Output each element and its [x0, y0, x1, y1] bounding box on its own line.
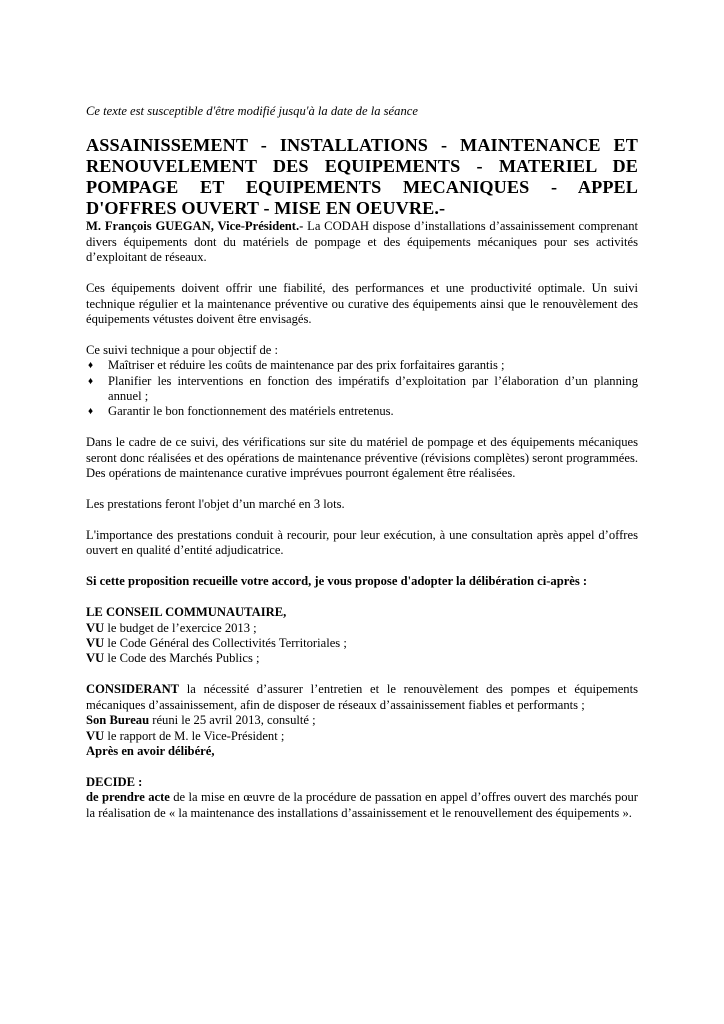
decision-heading-text: DECIDE : [86, 774, 143, 789]
list-item [86, 358, 638, 373]
council-block [86, 605, 638, 667]
modification-note: Ce texte est susceptible d'être modifié jusqu'à la date de la séance [86, 104, 418, 118]
vu-text: le budget de l’exercice 2013 ; [104, 620, 257, 635]
deliberated-line [86, 744, 638, 759]
lots-paragraph: Les prestations feront l'objet d’un marché en 3 lots. [86, 497, 345, 512]
vu-label: VU [86, 651, 105, 666]
framework-paragraph: Dans le cadre de ce suivi, des vérifications sur site du matériel de pompage et des équipements mécaniques seront donc réalisées et des opérations de maintenance préventive (révisions complètes) seront programmées. Des opérations de maintenance curative imprévues pourront également être réalisées. [86, 435, 638, 481]
speaker-name: M. François GUEGAN, Vice-Président.- [86, 219, 304, 234]
diamond-bullet-icon: ♦ [88, 406, 94, 418]
objectives-intro: Ce suivi technique a pour objectif de : [86, 342, 278, 357]
document-title: ASSAINISSEMENT - INSTALLATIONS - MAINTENANCE ET RENOUVELEMENT DES EQUIPEMENTS - MATERIEL DE POMPAGE ET EQUIPEMENTS MECANIQUES - APPEL D'OFFRES OUVERT - MISE EN OEUVRE.- [86, 135, 638, 219]
bureau-line [86, 713, 638, 728]
bureau-text: réuni le 25 avril 2013, consulté ; [149, 713, 316, 728]
vu-budget [86, 621, 638, 636]
vu-report-label: VU [86, 728, 105, 743]
vu-text: le Code des Marchés Publics ; [104, 651, 260, 666]
vu-cgct [86, 636, 638, 651]
considerant-paragraph [86, 682, 638, 713]
diamond-bullet-icon: ♦ [88, 375, 94, 387]
decision-text: de la mise en œuvre de la procédure de passation en appel d’offres ouvert des marchés pour la réalisation de « la maintenance des installations d’assainissement et le renouvellement des équipements ». [86, 790, 638, 820]
vu-report-line [86, 729, 638, 744]
list-item [86, 404, 638, 419]
proposal-paragraph [86, 574, 638, 589]
list-item-text: Garantir le bon fonctionnement des matériels entretenus. [108, 404, 394, 419]
decision-label: de prendre acte [86, 790, 170, 805]
considerant-text: la nécessité d’assurer l’entretien et le renouvèlement des pompes et équipements mécaniques d’assainissement, afin de disposer de réseaux d’assainissement fiables et performants ; [86, 682, 638, 712]
vu-report-text: le rapport de M. le Vice-Président ; [104, 728, 285, 743]
deliberated-text: Après en avoir délibéré, [86, 743, 215, 758]
vu-label: VU [86, 636, 105, 651]
council-heading-text: LE CONSEIL COMMUNAUTAIRE, [86, 605, 287, 620]
vu-text: le Code Général des Collectivités Territoriales ; [104, 636, 347, 651]
list-item-text: Planifier les interventions en fonction des impératifs d’exploitation par l’élaboration d’un planning annuel ; [108, 373, 638, 404]
objectives-list [86, 358, 638, 420]
list-item [86, 374, 638, 405]
equipment-paragraph: Ces équipements doivent offrir une fiabilité, des performances et une productivité optimale. Un suivi technique régulier et la maintenance préventive ou curative des équipements ainsi que le renouvèlement des équipements vétustes doivent être envisagés. [86, 281, 638, 326]
considerant-label: CONSIDERANT [86, 682, 180, 697]
bureau-label: Son Bureau [86, 713, 150, 728]
diamond-bullet-icon: ♦ [88, 360, 94, 372]
decision-paragraph [86, 790, 638, 821]
vu-cmp [86, 651, 638, 666]
consultation-paragraph: L'importance des prestations conduit à recourir, pour leur exécution, à une consultation après appel d’offres ouvert en qualité d’entité adjudicatrice. [86, 528, 638, 558]
council-heading [86, 605, 638, 620]
list-item-text: Maîtriser et réduire les coûts de maintenance par des prix forfaitaires garantis ; [108, 358, 505, 373]
intro-paragraph [86, 219, 638, 265]
proposal-text: Si cette proposition recueille votre accord, je vous propose d'adopter la délibération ci-après : [86, 574, 588, 589]
vu-label: VU [86, 620, 105, 635]
intro-text: La CODAH dispose d’installations d’assainissement comprenant divers équipements dont du matériels de pompage et des équipements mécaniques pour ses activités d’exploitant de réseaux. [86, 219, 638, 265]
document-body [86, 104, 638, 821]
decision-block [86, 775, 638, 821]
decision-heading [86, 775, 638, 790]
